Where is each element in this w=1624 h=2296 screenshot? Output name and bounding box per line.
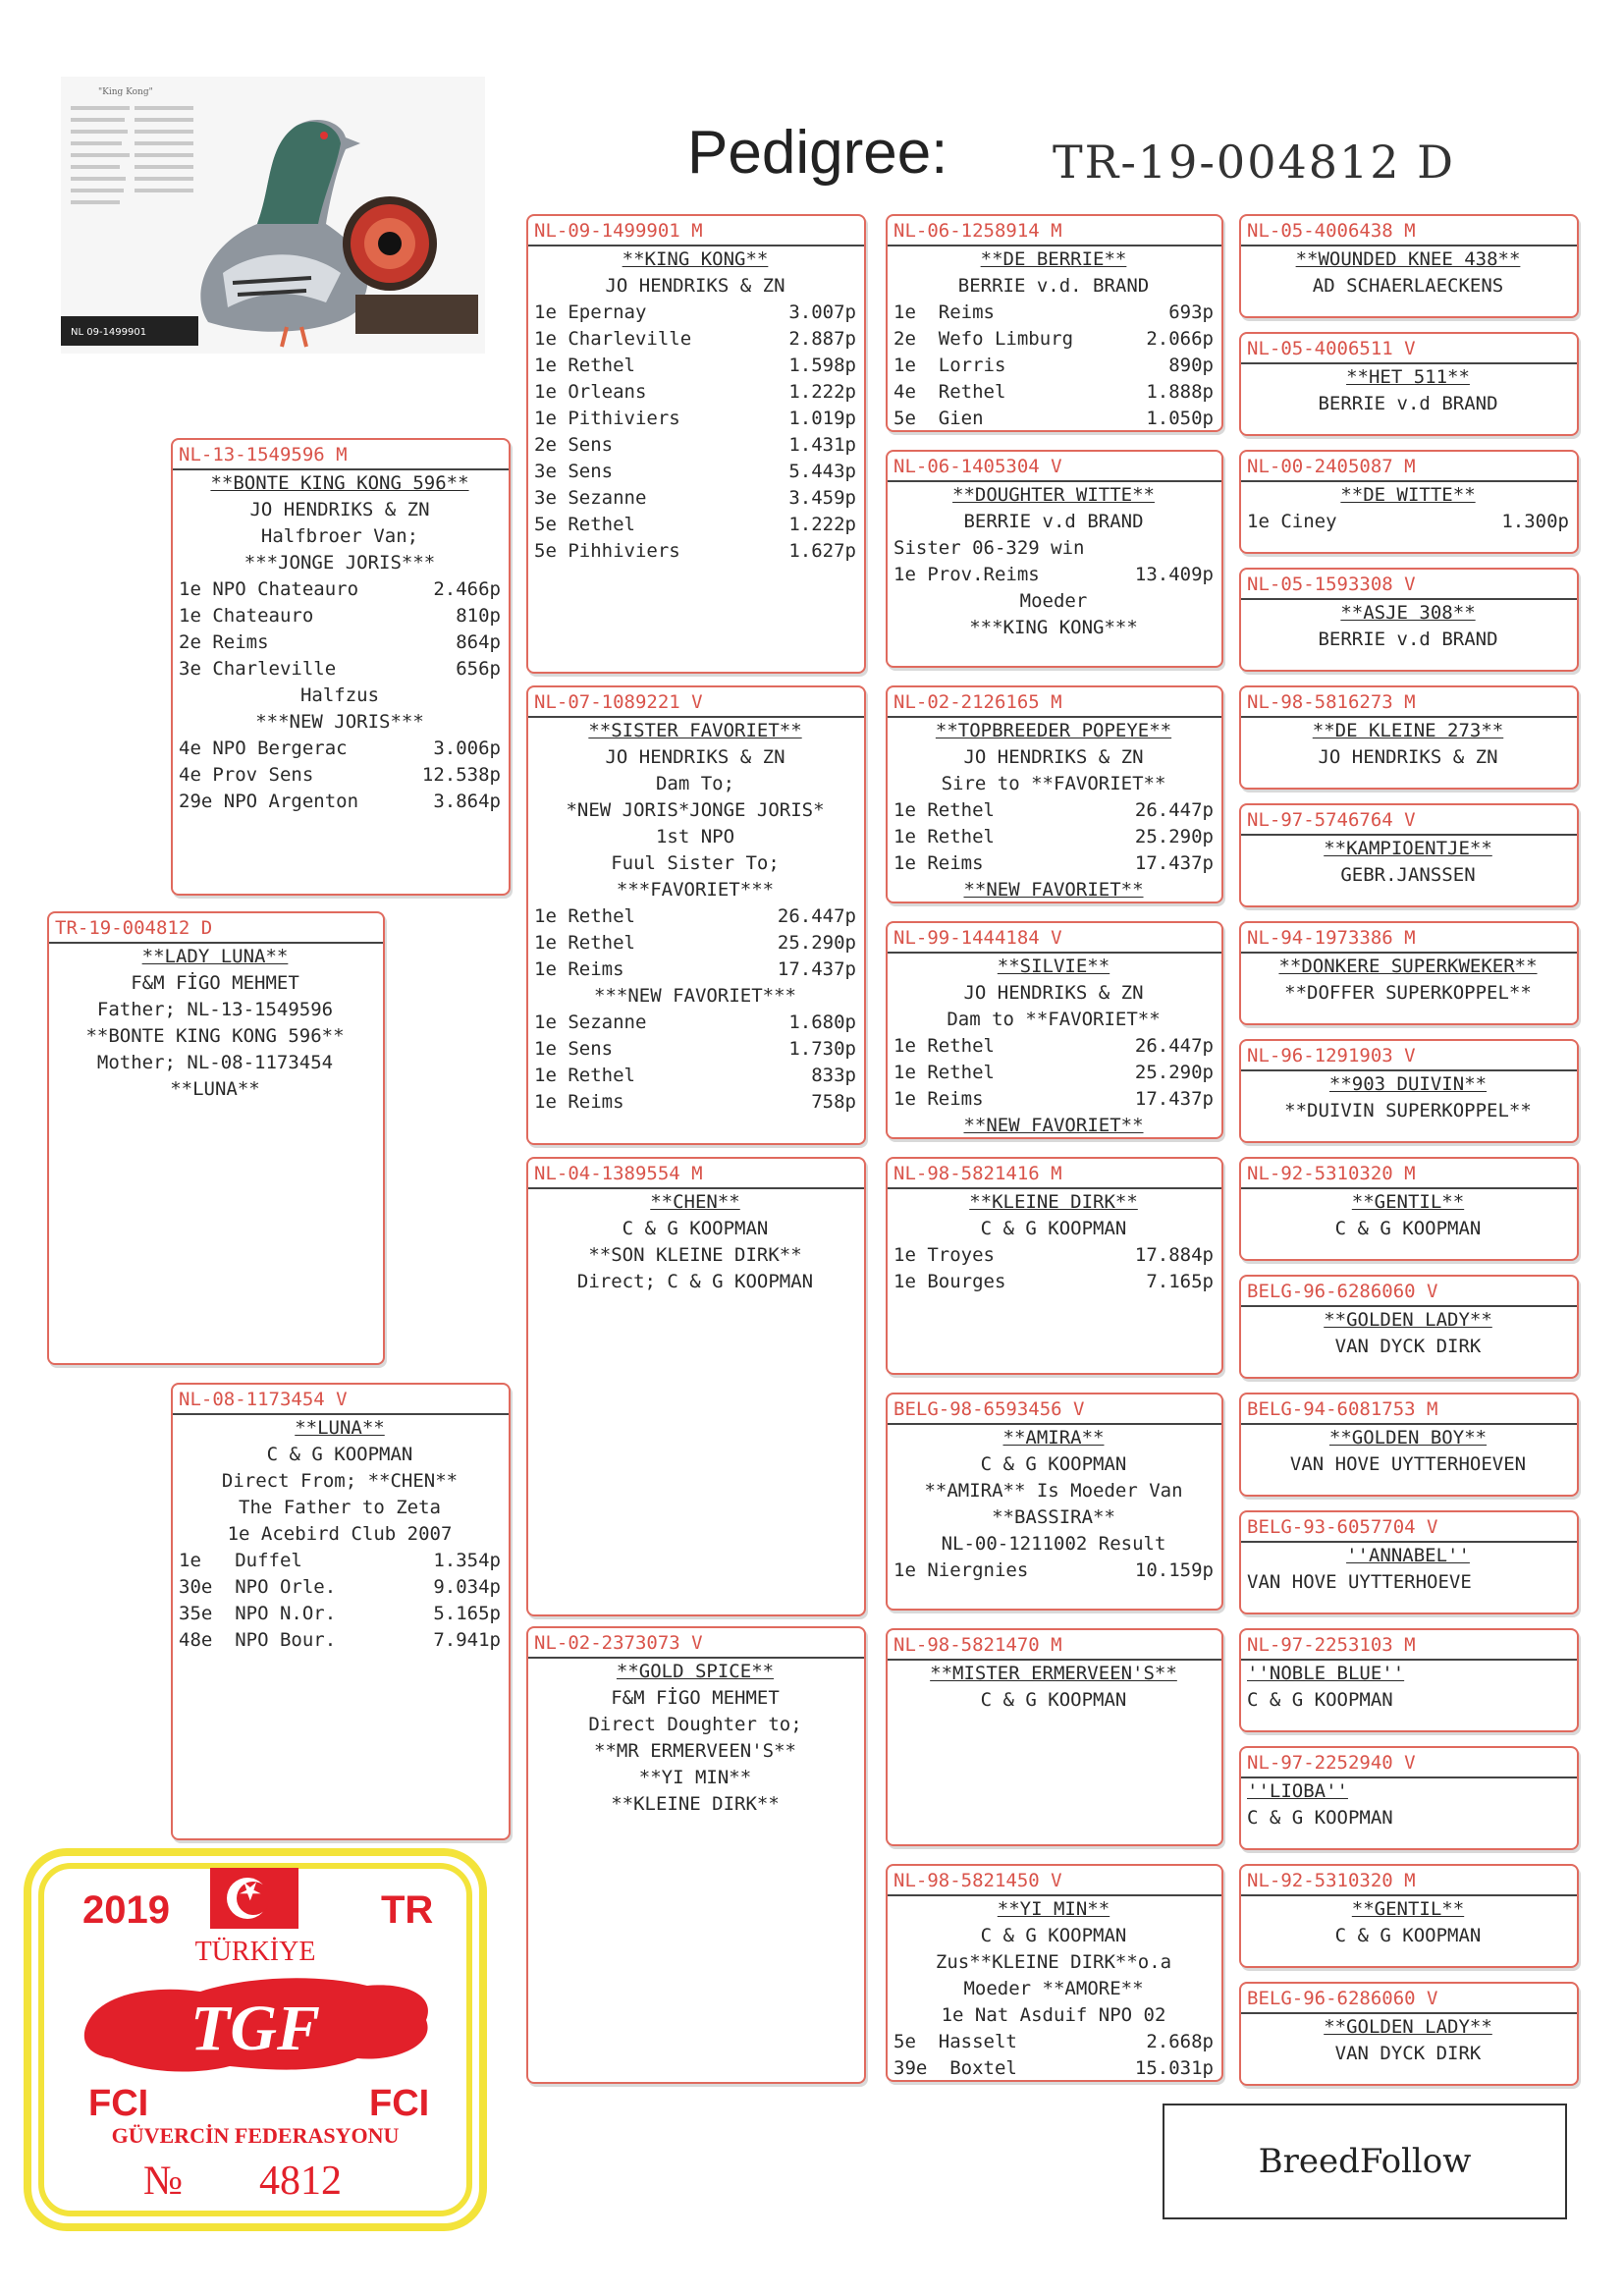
ring-number: NL-05-4006438 M (1241, 218, 1577, 246)
info-line: C & G KOOPMAN (980, 1925, 1127, 1946)
result-row: 1e Bourges 7.165p (893, 1271, 1214, 1292)
info-line: JO HENDRIKS & ZN (605, 746, 785, 768)
ring-number: NL-06-1258914 M (888, 218, 1221, 246)
ring-number: NL-02-2126165 M (888, 689, 1221, 718)
pigeon-name: **DONKERE SUPERKWEKER** (1278, 956, 1538, 977)
info-line: Dam To; (655, 773, 735, 794)
ring-number: NL-98-5816273 M (1241, 689, 1577, 718)
pigeon-name: **KING KONG** (622, 248, 769, 270)
info-line: JO HENDRIKS & ZN (963, 746, 1144, 768)
pigeon-name: **DE WITTE** (1340, 484, 1476, 506)
info-line: **DUIVIN SUPERKOPPEL** (1284, 1100, 1532, 1121)
ring-number: NL-09-1499901 M (528, 218, 864, 246)
pigeon-name: **GENTIL** (1351, 1191, 1465, 1213)
info-line: C & G KOOPMAN (980, 1689, 1127, 1711)
ring-number: NL-98-5821470 M (888, 1632, 1221, 1661)
result-row: 48e NPO Bour. 7.941p (179, 1629, 501, 1651)
pedigree-card-mother (171, 1383, 511, 1840)
info-line: C & G KOOPMAN (1334, 1925, 1482, 1946)
info-line: F&M FİGO MEHMET (611, 1687, 780, 1709)
info-line: JO HENDRIKS & ZN (249, 499, 430, 520)
info-line: C & G KOOPMAN (266, 1444, 413, 1465)
info-line: **NEW FAVORIET** (963, 1115, 1144, 1136)
result-row: 1e Niergnies 10.159p (893, 1559, 1214, 1581)
pigeon-name: **GOLD SPICE** (616, 1661, 775, 1682)
ring-number: NL-98-5821450 V (888, 1868, 1221, 1896)
badge-federation: GÜVERCİN FEDERASYONU (111, 2123, 400, 2148)
pedigree-card-g2 (1239, 332, 1579, 436)
info-line: Moeder **AMORE** (963, 1978, 1144, 1999)
info-line: AD SCHAERLAECKENS (1312, 275, 1504, 297)
pedigree-card-mff (886, 1157, 1223, 1375)
result-row: 1e Reims 17.437p (893, 1088, 1214, 1110)
tgf-federation-badge (24, 1848, 487, 2231)
pigeon-name: **LADY LUNA** (141, 946, 289, 967)
pigeon-name: **YI MIN** (997, 1898, 1110, 1920)
pigeon-name: **MISTER ERMERVEEN'S** (930, 1663, 1177, 1684)
photo-caption: "King Kong" (98, 87, 153, 97)
info-line: Mother; NL-08-1173454 (96, 1052, 334, 1073)
pedigree-card-g7 (1239, 921, 1579, 1025)
result-row: 4e NPO Bergerac 3.006p (179, 738, 501, 759)
result-row: 5e Rethel 1.222p (534, 514, 856, 535)
info-line: The Father to Zeta (239, 1497, 441, 1518)
result-row: 1e Rethel 26.447p (893, 1035, 1214, 1057)
ring-number: NL-98-5821416 M (888, 1161, 1221, 1189)
ring-number: BELG-94-6081753 M (1241, 1396, 1577, 1425)
result-row: 2e Sens 1.431p (534, 434, 856, 456)
info-line: Sire to **FAVORIET** (941, 773, 1166, 794)
result-row: 1e Rethel 25.290p (893, 1062, 1214, 1083)
pedigree-card-g14 (1239, 1746, 1579, 1850)
pedigree-card-g6 (1239, 803, 1579, 907)
result-row: 1e Duffel 1.354p (179, 1550, 501, 1571)
result-row: 1e Sezanne 1.680p (534, 1011, 856, 1033)
info-line: **LUNA** (170, 1078, 260, 1100)
result-row: 4e Rethel 1.888p (893, 381, 1214, 403)
badge-org: TGF (190, 1993, 320, 2064)
result-row: 35e NPO N.Or. 5.165p (179, 1603, 501, 1624)
result-row: 2e Wefo Limburg 2.066p (893, 328, 1214, 350)
info-line: *NEW JORIS*JONGE JORIS* (566, 799, 825, 821)
pigeon-name: **CHEN** (650, 1191, 740, 1213)
page-title: Pedigree: (687, 119, 948, 187)
info-line: **MR ERMERVEEN'S** (594, 1740, 796, 1762)
result-row: 1e Rethel 25.290p (893, 826, 1214, 847)
pedigree-ring-number: TR-19-004812 D (1053, 136, 1456, 189)
ring-number: NL-92-5310320 M (1241, 1161, 1577, 1189)
photo-ring-label: NL 09-1499901 (71, 327, 147, 338)
pigeon-name: **SILVIE** (997, 956, 1110, 977)
info-line: C & G KOOPMAN (980, 1453, 1127, 1475)
ring-number: NL-96-1291903 V (1241, 1043, 1577, 1071)
ring-number: BELG-96-6286060 V (1241, 1279, 1577, 1307)
result-row: 1e Charleville 2.887p (534, 328, 856, 350)
info-line: **AMIRA** Is Moeder Van (924, 1480, 1183, 1502)
info-line: Father; NL-13-1549596 (96, 999, 334, 1020)
info-line: Direct; C & G KOOPMAN (576, 1271, 814, 1292)
result-row: 3e Sezanne 3.459p (534, 487, 856, 509)
result-row: 1e Troyes 17.884p (893, 1244, 1214, 1266)
info-line: JO HENDRIKS & ZN (1318, 746, 1498, 768)
info-line: C & G KOOPMAN (980, 1218, 1127, 1239)
pigeon-name: **TOPBREEDER POPEYE** (935, 720, 1172, 741)
result-row: 1e Rethel 1.598p (534, 355, 856, 376)
result-row: 1e Ciney 1.300p (1247, 511, 1569, 532)
result-row: 1e Rethel 26.447p (534, 905, 856, 927)
ring-number: NL-07-1089221 V (528, 689, 864, 718)
pedigree-card-g4 (1239, 568, 1579, 672)
info-line: 1e Nat Asduif NPO 02 (941, 2004, 1166, 2026)
result-row: 5e Pihhiviers 1.627p (534, 540, 856, 562)
info-line: VAN HOVE UYTTERHOEVEN (1289, 1453, 1527, 1475)
pigeon-name: **KAMPIOENTJE** (1324, 838, 1492, 859)
result-row: 1e Chateauro 810p (179, 605, 501, 627)
pedigree-card-mf (526, 1157, 866, 1616)
pigeon-photo (61, 77, 485, 354)
info-line: Fuul Sister To; (611, 852, 780, 874)
pedigree-card-fmm (886, 921, 1223, 1139)
info-line: Moeder (1019, 590, 1088, 612)
info-line: Direct Doughter to; (588, 1714, 802, 1735)
ring-number: TR-19-004812 D (49, 915, 383, 944)
pigeon-name: **903 DUIVIN** (1328, 1073, 1488, 1095)
ring-number: BELG-93-6057704 V (1241, 1514, 1577, 1543)
pedigree-card-g12 (1239, 1510, 1579, 1614)
pedigree-card-fmf (886, 685, 1223, 903)
info-line: JO HENDRIKS & ZN (963, 982, 1144, 1004)
pedigree-card-g15 (1239, 1864, 1579, 1968)
pedigree-card-g11 (1239, 1393, 1579, 1497)
badge-country: TÜRKİYE (194, 1937, 316, 1967)
result-row: 1e Rethel 833p (534, 1065, 856, 1086)
pigeon-name: **GOLDEN LADY** (1324, 1309, 1492, 1331)
info-line: BERRIE v.d BRAND (1318, 393, 1498, 414)
tgf-badge-graphic (24, 1848, 487, 2231)
badge-year: 2019 (82, 1888, 170, 1932)
ring-number: NL-94-1973386 M (1241, 925, 1577, 954)
breedfollow-box (1163, 2104, 1567, 2219)
ring-number: NL-99-1444184 V (888, 925, 1221, 954)
pigeon-name: **BONTE KING KONG 596** (210, 472, 469, 494)
pigeon-name: **DOUGHTER WITTE** (952, 484, 1155, 506)
info-line: Dam to **FAVORIET** (947, 1009, 1161, 1030)
result-row: 1e NPO Chateauro 2.466p (179, 578, 501, 600)
pedigree-card-subject (47, 911, 385, 1365)
pedigree-card-fm (526, 685, 866, 1145)
pigeon-name: **ASJE 308** (1340, 602, 1476, 624)
ring-number: NL-00-2405087 M (1241, 454, 1577, 482)
ring-number: NL-02-2373073 V (528, 1630, 864, 1659)
pedigree-card-mm (526, 1626, 866, 2084)
pigeon-name: **DE BERRIE** (980, 248, 1127, 270)
info-line: JO HENDRIKS & ZN (605, 275, 785, 297)
ring-number: NL-04-1389554 M (528, 1161, 864, 1189)
info-line: ***KING KONG*** (969, 617, 1138, 638)
info-line: C & G KOOPMAN (1247, 1807, 1393, 1829)
ring-number: NL-13-1549596 M (173, 442, 509, 470)
pigeon-name: **HET 511** (1346, 366, 1470, 388)
info-line: VAN DYCK DIRK (1334, 1336, 1482, 1357)
pigeon-name: **GOLDEN LADY** (1324, 2016, 1492, 2038)
pedigree-card-g1 (1239, 214, 1579, 318)
pedigree-card-ff (526, 214, 866, 674)
brand-name: BreedFollow (1258, 2142, 1472, 2181)
pigeon-name: **DE KLEINE 273** (1312, 720, 1504, 741)
result-row: 3e Sens 5.443p (534, 461, 856, 482)
pedigree-card-g8 (1239, 1039, 1579, 1143)
result-row: 1e Rethel 26.447p (893, 799, 1214, 821)
result-row: 29e NPO Argenton 3.864p (179, 791, 501, 812)
info-line: **YI MIN** (638, 1767, 752, 1788)
pedigree-card-mmf (886, 1628, 1223, 1846)
pedigree-card-g3 (1239, 450, 1579, 554)
result-row: 1e Orleans 1.222p (534, 381, 856, 403)
info-line: Direct From; **CHEN** (221, 1470, 459, 1492)
result-row: 30e NPO Orle. 9.034p (179, 1576, 501, 1598)
result-row: 1e Prov.Reims 13.409p (893, 564, 1214, 585)
result-row: 5e Gien 1.050p (893, 408, 1214, 429)
result-row: 1e Reims 17.437p (534, 958, 856, 980)
result-row: 1e Reims 693p (893, 301, 1214, 323)
pigeon-name: **GENTIL** (1351, 1898, 1465, 1920)
ring-number: NL-97-2252940 V (1241, 1750, 1577, 1778)
info-line: Halfzus (299, 684, 380, 706)
ring-number: NL-08-1173454 V (173, 1387, 509, 1415)
result-row: 39e Boxtel 15.031p (893, 2057, 1214, 2079)
info-line: VAN DYCK DIRK (1334, 2043, 1482, 2064)
badge-no-label: № (143, 2159, 184, 2204)
pedigree-card-mmm (886, 1864, 1223, 2082)
info-line: 1st NPO (655, 826, 735, 847)
badge-country-code: TR (381, 1888, 434, 1932)
pigeon-name: ''LIOBA'' (1247, 1780, 1348, 1802)
info-line: ***NEW JORIS*** (255, 711, 424, 733)
pedigree-card-g9 (1239, 1157, 1579, 1261)
ring-number: BELG-96-6286060 V (1241, 1986, 1577, 2014)
info-line: Halfbroer Van; (260, 525, 419, 547)
info-line: **NEW FAVORIET** (963, 879, 1144, 901)
info-line: BERRIE v.d BRAND (1318, 629, 1498, 650)
info-line: ***JONGE JORIS*** (244, 552, 436, 574)
pigeon-name: **LUNA** (295, 1417, 385, 1439)
pedigree-card-g10 (1239, 1275, 1579, 1379)
info-line: BERRIE v.d. BRAND (957, 275, 1150, 297)
result-row: 1e Sens 1.730p (534, 1038, 856, 1060)
ring-number: NL-97-5746764 V (1241, 807, 1577, 836)
pigeon-image (61, 77, 485, 354)
info-line: ***NEW FAVORIET*** (594, 985, 796, 1007)
pigeon-name: **AMIRA** (1002, 1427, 1105, 1449)
info-line: BERRIE v.d BRAND (963, 511, 1144, 532)
info-line: 1e Acebird Club 2007 (227, 1523, 453, 1545)
ring-number: NL-92-5310320 M (1241, 1868, 1577, 1896)
ring-number: NL-05-4006511 V (1241, 336, 1577, 364)
result-row: 1e Reims 758p (534, 1091, 856, 1113)
pedigree-card-ffm (886, 450, 1223, 668)
pigeon-name: **SISTER FAVORIET** (588, 720, 802, 741)
result-row: 2e Reims 864p (179, 631, 501, 653)
pigeon-name: **GOLDEN BOY** (1328, 1427, 1488, 1449)
ring-number: BELG-98-6593456 V (888, 1396, 1221, 1425)
info-line: **DOFFER SUPERKOPPEL** (1284, 982, 1532, 1004)
info-line: **KLEINE DIRK** (611, 1793, 780, 1815)
pigeon-name: **WOUNDED KNEE 438** (1295, 248, 1521, 270)
pedigree-card-fff (886, 214, 1223, 432)
result-row: 4e Prov Sens 12.538p (179, 764, 501, 786)
pedigree-card-father (171, 438, 511, 896)
pedigree-card-g13 (1239, 1628, 1579, 1732)
info-line: VAN HOVE UYTTERHOEVE (1247, 1571, 1472, 1593)
ring-number: NL-05-1593308 V (1241, 572, 1577, 600)
info-line: C & G KOOPMAN (622, 1218, 769, 1239)
pigeon-name: **KLEINE DIRK** (969, 1191, 1138, 1213)
info-line: Zus**KLEINE DIRK**o.a (935, 1951, 1172, 1973)
result-row: 1e Lorris 890p (893, 355, 1214, 376)
pigeon-name: ''NOBLE BLUE'' (1247, 1663, 1405, 1684)
info-line: C & G KOOPMAN (1247, 1689, 1393, 1711)
pedigree-card-g5 (1239, 685, 1579, 790)
pedigree-card-g16 (1239, 1982, 1579, 2086)
pedigree-card-mfm (886, 1393, 1223, 1611)
result-row: 1e Pithiviers 1.019p (534, 408, 856, 429)
result-row: 1e Epernay 3.007p (534, 301, 856, 323)
pigeon-name: ''ANNABEL'' (1346, 1545, 1470, 1566)
info-line: **BASSIRA** (992, 1506, 1115, 1528)
ring-number: NL-06-1405304 V (888, 454, 1221, 482)
info-line: Sister 06-329 win (893, 537, 1085, 559)
result-row: 3e Charleville 656p (179, 658, 501, 680)
info-line: GEBR.JANSSEN (1340, 864, 1476, 886)
info-line: **SON KLEINE DIRK** (588, 1244, 802, 1266)
info-line: **BONTE KING KONG 596** (85, 1025, 345, 1047)
ring-number: NL-97-2253103 M (1241, 1632, 1577, 1661)
result-row: 5e Hasselt 2.668p (893, 2031, 1214, 2052)
badge-number: 4812 (259, 2159, 342, 2204)
info-line: F&M FİGO MEHMET (131, 972, 299, 994)
info-line: C & G KOOPMAN (1334, 1218, 1482, 1239)
result-row: 1e Rethel 25.290p (534, 932, 856, 954)
info-line: ***FAVORIET*** (616, 879, 775, 901)
badge-fci-left: FCI (88, 2083, 149, 2124)
result-row: 1e Reims 17.437p (893, 852, 1214, 874)
info-line: NL-00-1211002 Result (941, 1533, 1166, 1555)
badge-fci-right: FCI (369, 2083, 430, 2124)
